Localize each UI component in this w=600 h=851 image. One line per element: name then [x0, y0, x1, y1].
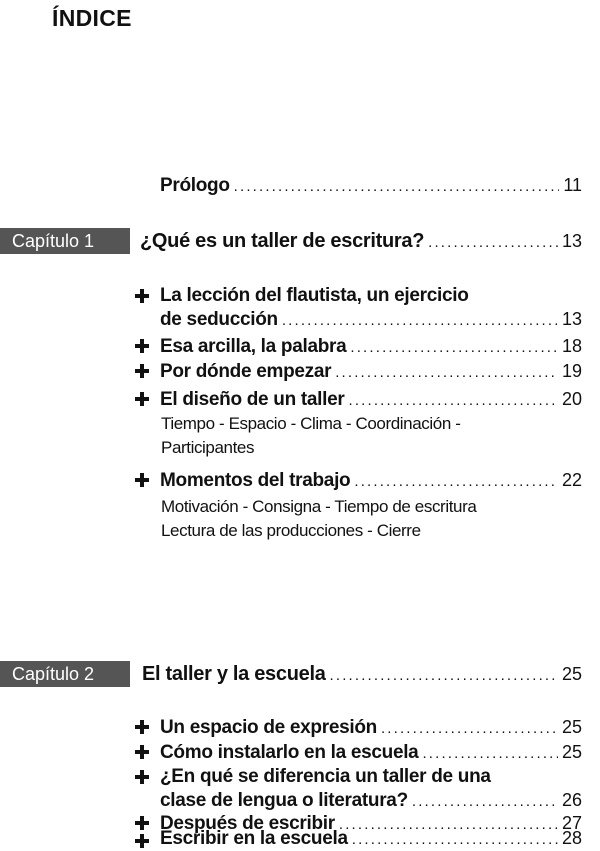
page-number: 13	[561, 309, 582, 329]
toc-entry-prologo	[160, 174, 582, 198]
toc-entry-title: de seducción	[160, 309, 278, 330]
page-number: 25	[561, 742, 582, 762]
toc-entry-subtopics: Participantes	[161, 438, 255, 457]
chapter-1-entry	[140, 230, 582, 254]
chapter-2-title: El taller y la escuela	[142, 663, 326, 685]
chapter-1-label: Capítulo 1	[0, 228, 130, 254]
page-number: 19	[561, 361, 582, 381]
page-number: 25	[561, 717, 582, 737]
toc-entry-title: Un espacio de expresión	[160, 717, 377, 738]
toc-entry-title: clase de lengua o literatura?	[160, 790, 408, 811]
page-number: 22	[561, 470, 582, 490]
toc-entry	[160, 469, 582, 493]
toc-entry	[160, 827, 582, 851]
toc-entry-title: El diseño de un taller	[160, 389, 345, 410]
toc-entry	[160, 766, 582, 788]
cross-bullet-icon	[134, 472, 150, 488]
page-number: 13	[561, 231, 582, 251]
leader-dots	[335, 362, 558, 384]
cross-bullet-icon	[134, 338, 150, 354]
leader-dots	[350, 337, 558, 359]
toc-entry-title: Momentos del trabajo	[160, 470, 351, 491]
leader-dots	[354, 471, 558, 493]
chapter-2-entry	[142, 663, 582, 687]
toc-entry-continuation	[160, 789, 582, 813]
chapter-1-title: ¿Qué es un taller de escritura?	[140, 230, 425, 252]
toc-entry	[160, 335, 582, 359]
page-number: 27	[561, 813, 582, 833]
cross-bullet-icon	[134, 769, 150, 785]
leader-dots	[282, 310, 558, 332]
page-number: 18	[561, 336, 582, 356]
page-number: 20	[561, 389, 582, 409]
leader-dots	[381, 718, 558, 740]
cross-bullet-icon	[134, 391, 150, 407]
toc-entry	[160, 388, 582, 412]
toc-entry-title: Esa arcilla, la palabra	[160, 336, 347, 357]
toc-entry-title: Prólogo	[160, 175, 230, 196]
toc-entry	[160, 716, 582, 740]
leader-dots	[352, 829, 558, 851]
page-number: 25	[561, 664, 582, 684]
leader-dots	[330, 665, 558, 687]
cross-bullet-icon	[134, 833, 150, 849]
toc-entry-subtopics: Lectura de las producciones - Cierre	[161, 521, 421, 540]
toc-entry-subtopics: Tiempo - Espacio - Clima - Coordinación -	[161, 414, 461, 433]
toc-entry	[160, 741, 582, 765]
toc-entry-title: ¿En qué se diferencia un taller de una	[160, 766, 491, 787]
cross-bullet-icon	[134, 288, 150, 304]
toc-entry-continuation	[160, 308, 582, 332]
toc-entry-title: Cómo instalarlo en la escuela	[160, 742, 419, 763]
page-title: ÍNDICE	[52, 5, 132, 31]
toc-entry	[160, 360, 582, 384]
toc-entry-title: La lección del flautista, un ejercicio	[160, 285, 469, 306]
toc-entry-title: Por dónde empezar	[160, 361, 332, 382]
page-number: 26	[561, 790, 582, 810]
cross-bullet-icon	[134, 744, 150, 760]
page-number: 28	[561, 828, 582, 848]
toc-entry	[160, 285, 582, 307]
cross-bullet-icon	[134, 363, 150, 379]
cross-bullet-icon	[134, 719, 150, 735]
cross-bullet-icon	[134, 815, 150, 831]
toc-entry-subtopics: Motivación - Consigna - Tiempo de escritura	[161, 497, 477, 516]
page-number: 11	[563, 175, 582, 195]
leader-dots	[422, 743, 558, 765]
chapter-2-label: Capítulo 2	[0, 661, 130, 687]
leader-dots	[428, 232, 558, 254]
toc-entry-title: Escribir en la escuela	[160, 828, 348, 849]
leader-dots	[412, 791, 558, 813]
leader-dots	[234, 176, 560, 198]
leader-dots	[349, 390, 558, 412]
toc-entry-title: Después de escribir	[160, 813, 335, 834]
